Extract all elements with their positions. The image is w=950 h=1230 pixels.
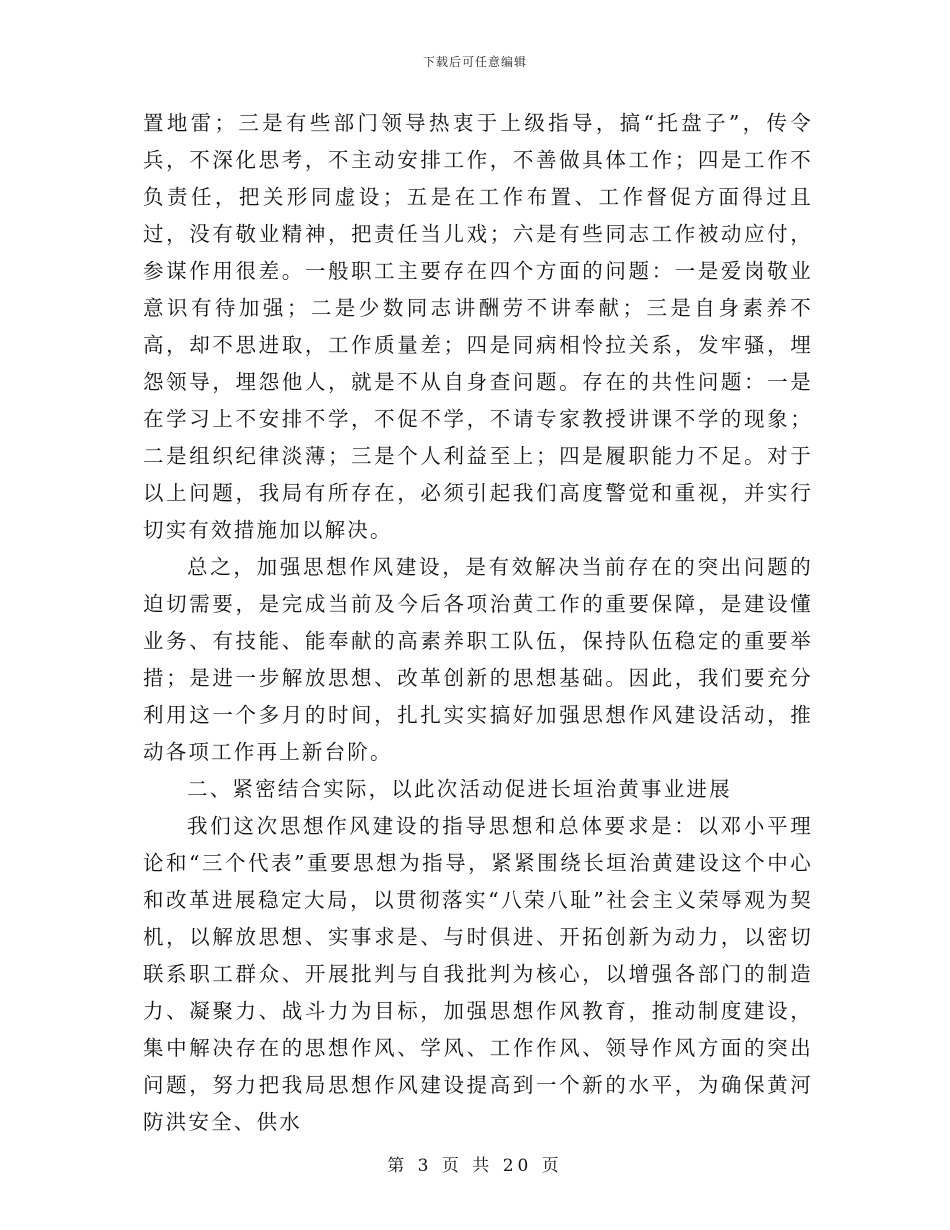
paragraph-continued: 置地雷；三是有些部门领导热衷于上级指导，搞“托盘子”，传令兵，不深化思考，不主动安排工作，不善做具体工作；四是工作不负责任，把关形同虚设；五是在工作布置、工作督促方面得过且过，没有敬业精神，把责任当儿戏；六是有些同志工作被动应付，参谋作用很差。一般职工主要存在四个方面的问题：一是爱岗敬业意识有待加强；二是少数同志讲酬劳不讲奉献；三是自身素养不高，却不思进取，工作质量差；四是同病相怜拉关系，发牢骚，埋怨领导，埋怨他人，就是不从自身查问题。存在的共性问题：一是在学习上不安排不学，不促不学，不请专家教授讲课不学的现象；二是组织纪律淡薄；三是个人利益至上；四是履职能力不足。对于以上问题，我局有所存在，必须引起我们高度警觉和重视，并实行切实有效措施加以解决。	[143, 111, 813, 542]
page-number: 第 3 页 共 20 页	[387, 1156, 563, 1176]
document-body	[143, 105, 813, 1141]
header-note: 下载后可任意编辑	[422, 55, 527, 69]
paragraph-summary: 总之，加强思想作风建设，是有效解决当前存在的突出问题的迫切需要，是完成当前及今后各项治黄工作的重要保障，是建设懂业务、有技能、能奉献的高素养职工队伍，保持队伍稳定的重要举措；是进一步解放思想、改革创新的思想基础。因此，我们要充分利用这一个多月的时间，扎扎实实搞好加强思想作风建设活动，推动各项工作再上新台阶。	[143, 555, 813, 764]
paragraph-guiding-ideology: 我们这次思想作风建设的指导思想和总体要求是：以邓小平理论和“三个代表”重要思想为指导，紧紧围绕长垣治黄建设这个中心和改革进展稳定大局，以贯彻落实“八荣八耻”社会主义荣辱观为契机，以解放思想、实事求是、与时俱进、开拓创新为动力，以密切联系职工群众、开展批判与自我批判为核心，以增强各部门的制造力、凝聚力、战斗力为目标，加强思想作风教育，推动制度建设，集中解决存在的思想作风、学风、工作作风、领导作风方面的突出问题，努力把我局思想作风建设提高到一个新的水平，为确保黄河防洪安全、供水	[143, 814, 813, 1134]
section-heading: 二、紧密结合实际，以此次活动促进长垣治黄事业进展	[187, 777, 732, 801]
